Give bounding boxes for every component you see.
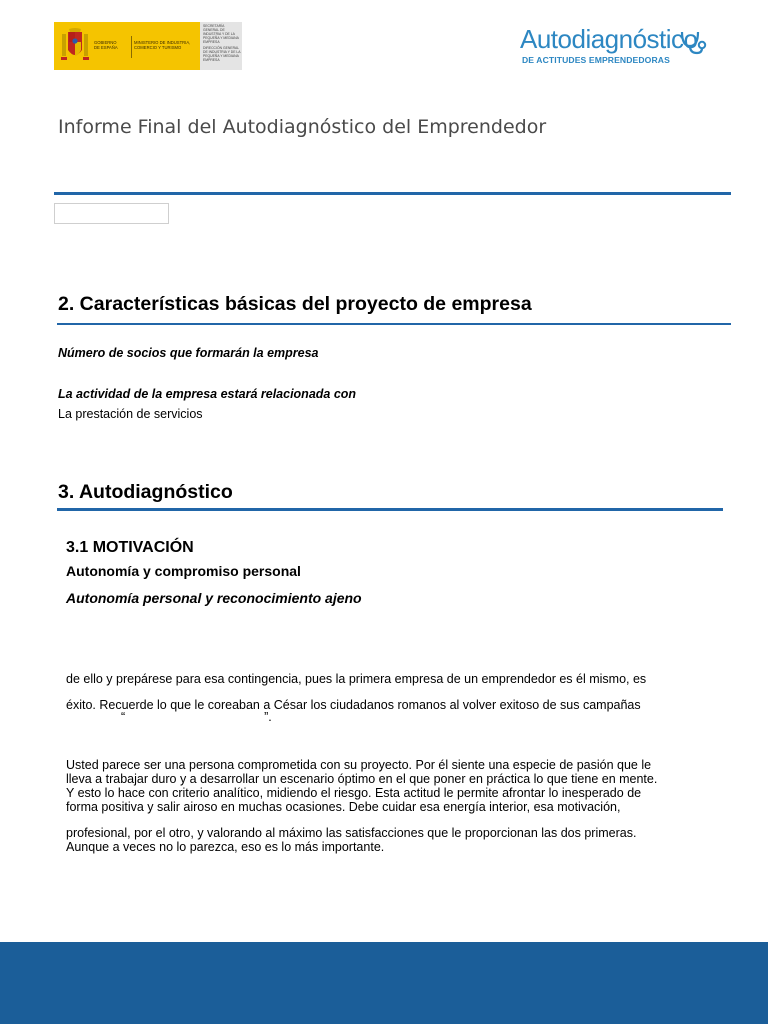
title-divider xyxy=(54,192,731,195)
motivation-paragraph-1: Usted parece ser una persona comprometida con su proyecto. Por él siente una especie de pasión que le lleva a trabajar duro y a desarrollar un escenario óptimo en el que poner en práctica lo que tiene en mente. Y esto lo hace con criterio analítico, midiendo el riesgo. Esta actitud le permite afrontar lo inesperado de forma positiva y salir airoso en muchas ocasiones. Debe cuidar esa energía interior, esa motivación, xyxy=(66,758,658,814)
motivation-text-line-1: de ello y prepárese para esa contingencia, pues la primera empresa de un emprendedor es él mismo, es xyxy=(66,672,647,686)
autodiagnostico-logo xyxy=(518,24,708,70)
document-title: Informe Final del Autodiagnóstico del Emprendedor xyxy=(58,116,547,138)
activity-answer: La prestación de servicios xyxy=(58,407,203,421)
brand-tagline: DE ACTITUDES EMPRENDEDORAS xyxy=(522,55,670,65)
secretariat-label: SECRETARÍA GENERAL DE INDUSTRIA Y DE LA PEQUEÑA Y MEDIANA EMPRESA xyxy=(203,24,239,44)
stethoscope-icon xyxy=(680,30,708,56)
section-2-divider xyxy=(57,323,731,325)
entrepreneur-name-field[interactable] xyxy=(54,203,169,224)
government-logo xyxy=(54,22,242,70)
ministry-label: MINISTERIO DE INDUSTRIA, COMERCIO Y TURISMO xyxy=(134,40,191,50)
directorate-label: DIRECCIÓN GENERAL DE INDUSTRIA Y DE LA PEQUEÑA Y MEDIANA EMPRESA xyxy=(203,46,241,62)
section-3-divider xyxy=(57,508,723,511)
motivation-title: Autonomía y compromiso personal xyxy=(66,563,301,579)
quote-marks: “ ”. xyxy=(121,710,272,724)
partners-question: Número de socios que formarán la empresa xyxy=(58,346,319,360)
section-3-heading: 3. Autodiagnóstico xyxy=(58,481,233,503)
motivation-heading: 3.1 MOTIVACIÓN xyxy=(66,539,194,556)
activity-question: La actividad de la empresa estará relacionada con xyxy=(58,387,357,401)
brand-name: Autodiagnóstico xyxy=(520,24,698,54)
coat-of-arms-icon xyxy=(60,28,90,64)
section-2-heading: 2. Características básicas del proyecto de empresa xyxy=(58,293,532,315)
footer-band xyxy=(0,942,768,1024)
logo-divider xyxy=(131,36,132,58)
motivation-paragraph-2: profesional, por el otro, y valorando al máximo las satisfacciones que le proporcionan las dos primeras. Aunque a veces no lo parezca, eso es lo más importante. xyxy=(66,826,637,854)
motivation-subtitle: Autonomía personal y reconocimiento ajeno xyxy=(66,590,362,606)
government-label: GOBIERNO DE ESPAÑA xyxy=(94,40,118,50)
government-logo-secondary xyxy=(200,22,242,70)
government-logo-main xyxy=(54,22,200,70)
motivation-text-line-2: éxito. Recuerde lo que le coreaban a César los ciudadanos romanos al volver exitoso de sus campañas xyxy=(66,698,641,712)
